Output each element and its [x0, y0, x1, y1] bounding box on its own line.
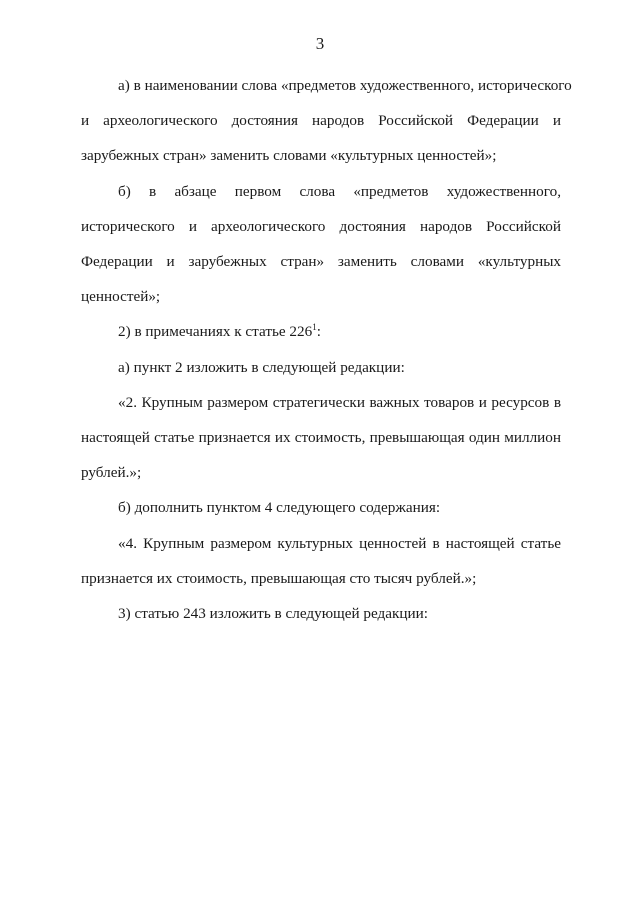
- document-body: [81, 68, 572, 631]
- paragraph-quote-cultural: [81, 526, 561, 596]
- paragraph-line: б) в абзаце первом слова «предметов художественного,: [118, 182, 561, 200]
- paragraph-line: зарубежных стран» заменить словами «культурных ценностей»;: [81, 147, 497, 165]
- paragraph-add-point-4: [81, 490, 561, 525]
- paragraph-line: 3) статью 243 изложить в следующей редакции:: [118, 605, 428, 623]
- paragraph-text: 2) в примечаниях к статье 226: [118, 323, 313, 341]
- paragraph-amend-first-clause: [81, 174, 561, 315]
- paragraph-line: ценностей»;: [81, 288, 161, 306]
- paragraph-line: а) в наименовании слова «предметов художественного, исторического: [118, 77, 572, 94]
- paragraph-line: рублей.»;: [81, 464, 142, 482]
- paragraph-amend-title: [81, 68, 572, 174]
- paragraph-point-2: [81, 350, 561, 385]
- paragraph-line: «2. Крупным размером стратегически важных товаров и ресурсов в: [118, 393, 561, 411]
- paragraph-line: настоящей статье признается их стоимость, превышающая один миллион: [81, 429, 561, 447]
- superscript-index: 1: [312, 322, 317, 333]
- paragraph-notes-article: [81, 314, 561, 349]
- paragraph-line: признается их стоимость, превышающая сто тысяч рублей.»;: [81, 569, 477, 587]
- paragraph-quote-strategic: [81, 385, 561, 491]
- paragraph-line: б) дополнить пунктом 4 следующего содержания:: [118, 499, 441, 517]
- paragraph-line: а) пункт 2 изложить в следующей редакции:: [118, 358, 405, 376]
- paragraph-article-243: [81, 596, 561, 631]
- paragraph-line: исторического и археологического достояния народов Российской: [81, 217, 561, 235]
- paragraph-line: Федерации и зарубежных стран» заменить словами «культурных: [81, 253, 561, 271]
- paragraph-line: «4. Крупным размером культурных ценностей в настоящей статье: [118, 534, 561, 552]
- page-number: 3: [315, 34, 325, 53]
- paragraph-tail: :: [316, 323, 321, 341]
- paragraph-line: [81, 314, 561, 349]
- paragraph-line: и археологического достояния народов Российской Федерации и: [81, 112, 561, 130]
